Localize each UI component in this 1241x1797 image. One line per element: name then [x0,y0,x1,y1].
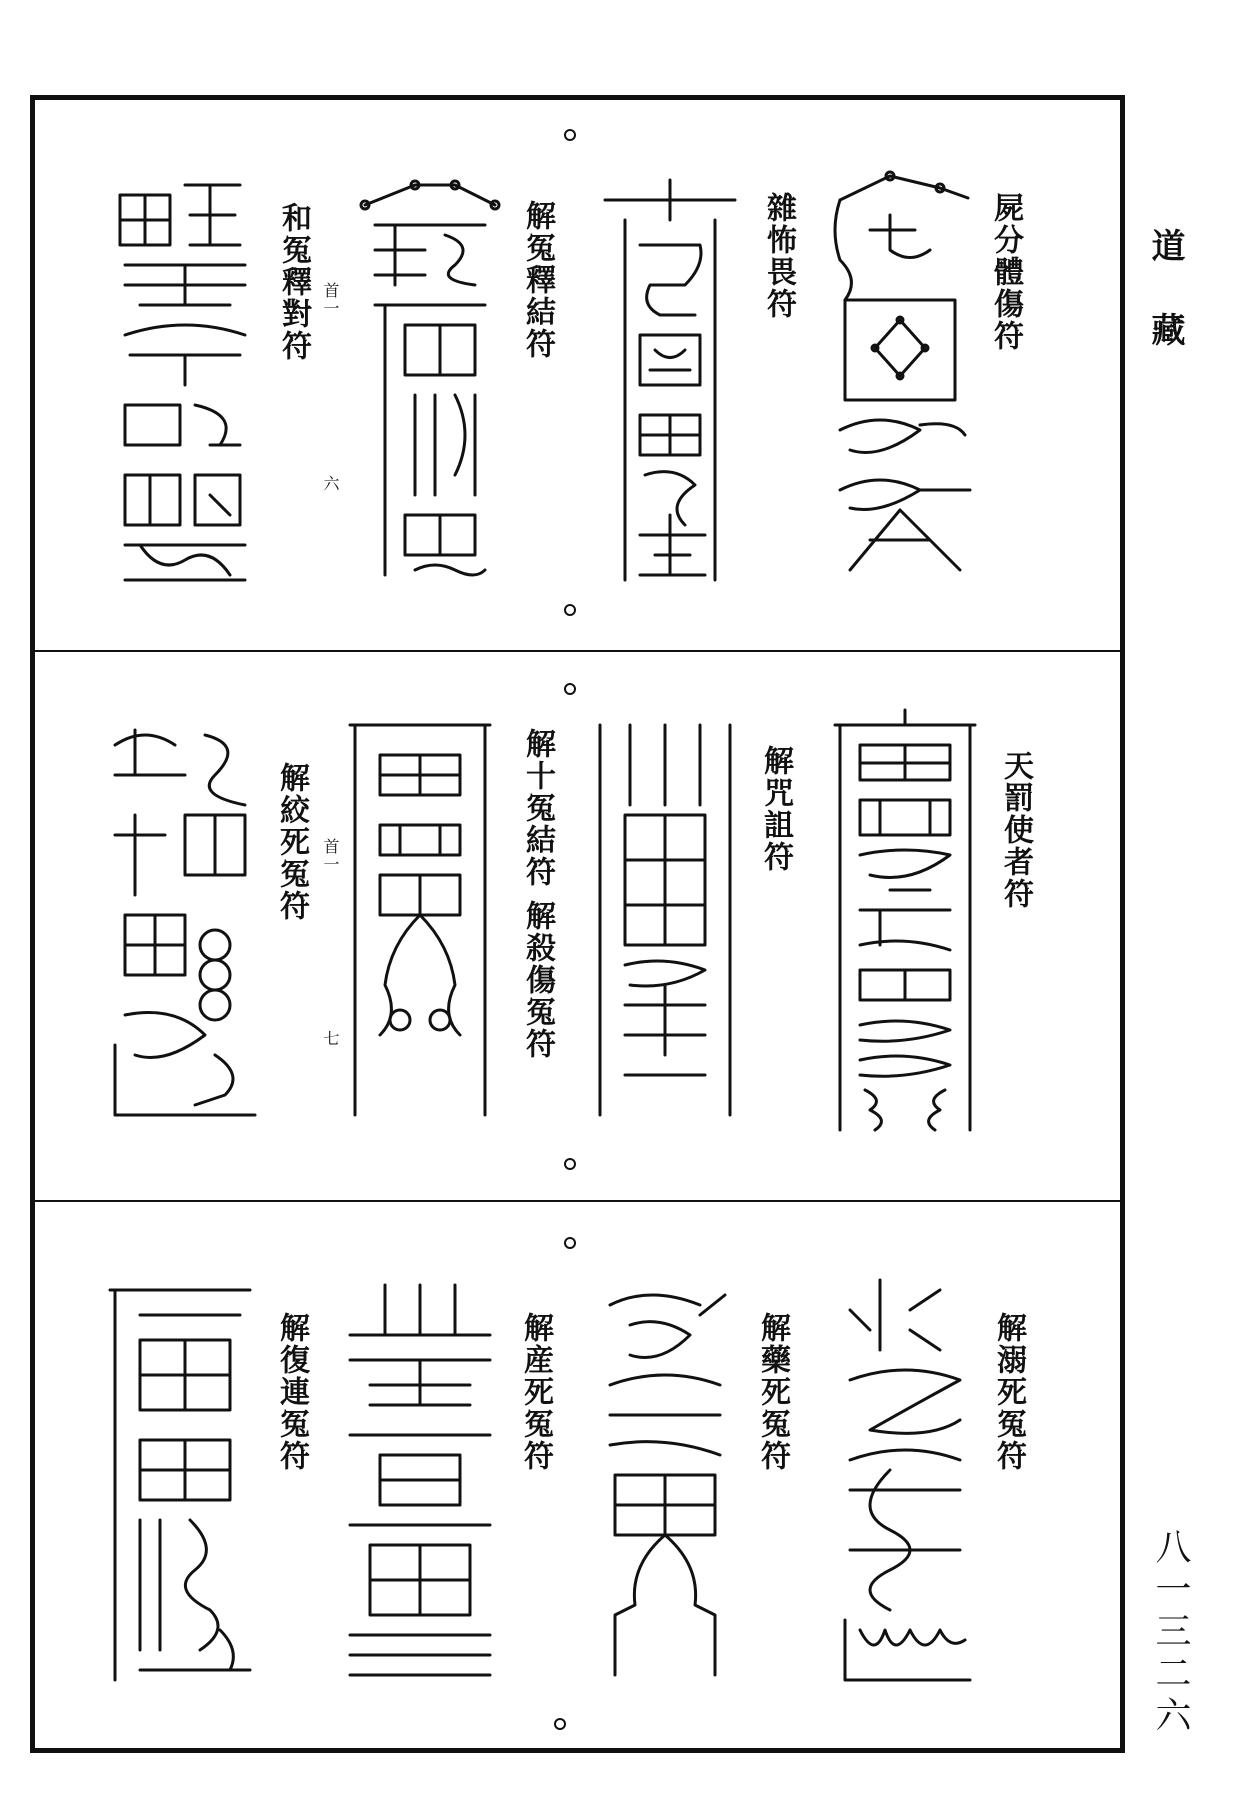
panel-marker-dot [564,604,576,616]
talisman-figure [590,715,740,1125]
talisman-figure [590,1275,740,1685]
talisman-figure [340,715,500,1125]
panel-note: 六 [321,475,340,493]
talisman-figure [100,1270,260,1690]
talisman-caption: 解十冤結符 [520,728,555,888]
page-number: 八一三二六 [1150,1528,1191,1738]
talisman-figure [830,705,980,1135]
talisman-caption: 解溺死冤符 [991,1312,1026,1472]
talisman-figure [355,175,505,585]
talisman-caption: 解復連冤符 [274,1312,309,1472]
talisman-figure [830,1270,980,1690]
panel-marker-dot [564,1237,576,1249]
panel-divider-1 [30,650,1125,652]
panel-marker-dot [554,1718,566,1730]
talisman-figure [110,175,260,585]
talisman-figure [820,170,980,580]
talisman-figure [595,175,745,585]
panel-marker-dot [564,683,576,695]
talisman-caption: 天罰使者符 [998,750,1033,910]
talisman-caption: 解殺傷冤符 [520,900,555,1060]
talisman-caption: 解産死冤符 [518,1312,553,1472]
talisman-caption: 雜怖畏符 [761,192,796,320]
panel-note: 七 [321,1030,340,1048]
header-title: 道藏 [1145,228,1185,396]
panel-marker-dot [564,129,576,141]
panel-note: 首一 [321,282,340,318]
panel-marker-dot [564,1158,576,1170]
panel-note: 首一 [321,838,340,874]
talisman-caption: 解咒詛符 [758,745,793,873]
talisman-caption: 屍分體傷符 [988,192,1023,352]
talisman-figure [105,715,265,1125]
talisman-figure [340,1275,500,1685]
panel-divider-2 [30,1200,1125,1202]
talisman-caption: 解冤釋結符 [520,200,555,360]
talisman-caption: 解藥死冤符 [755,1312,790,1472]
talisman-caption: 解絞死冤符 [274,762,309,922]
talisman-caption: 和冤釋對符 [276,202,311,362]
